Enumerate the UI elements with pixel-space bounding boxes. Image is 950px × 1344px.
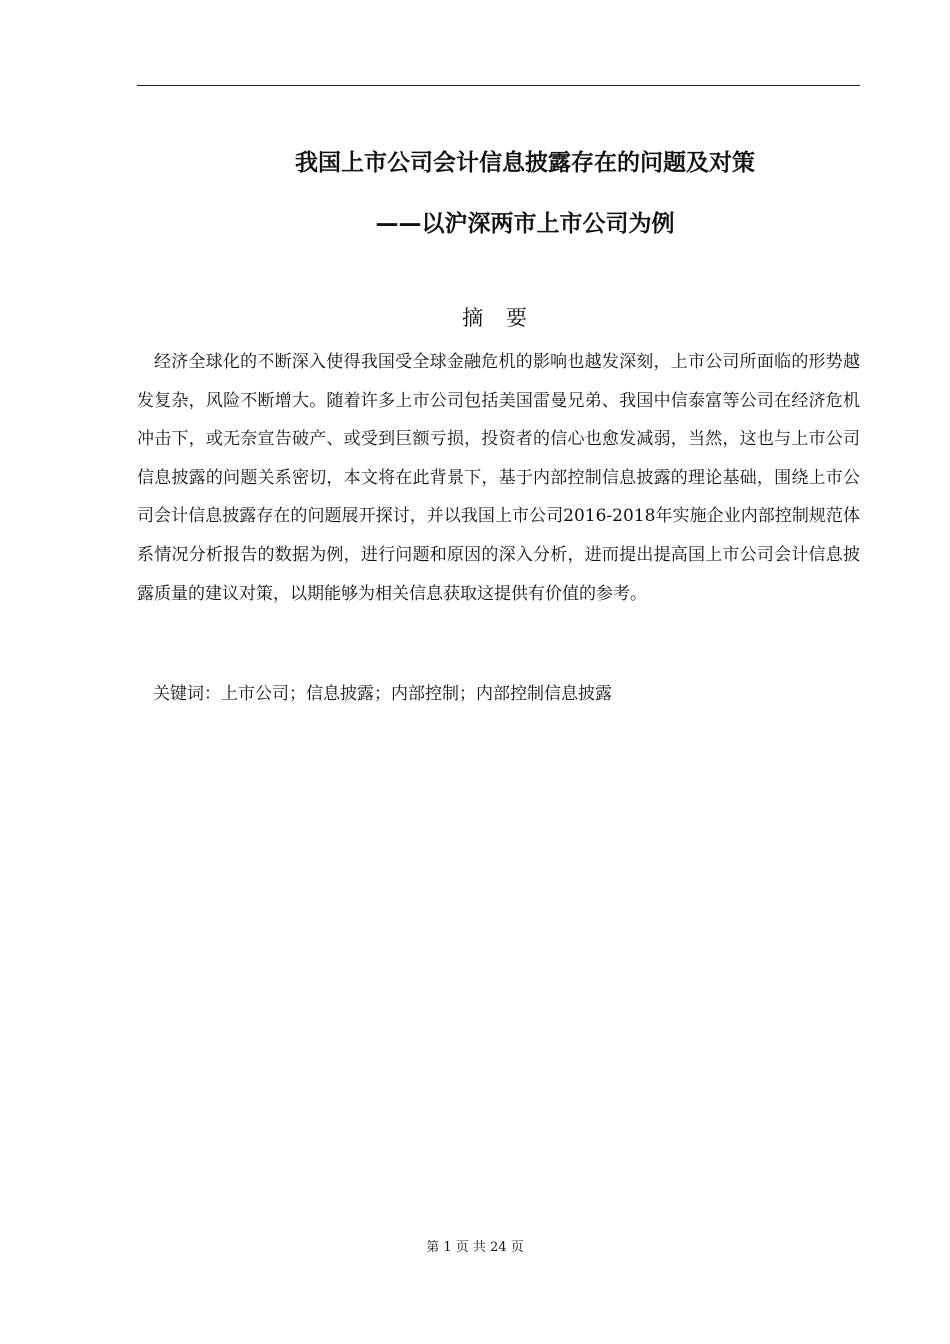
- page-number-footer: 第 1 页 共 24 页: [426, 1240, 524, 1255]
- abstract-heading: 摘 要: [462, 306, 535, 330]
- abstract-body: 经济全球化的不断深入使得我国受全球金融危机的影响也越发深刻，上市公司所面临的形势越发复杂，风险不断增大。随着许多上市公司包括美国雷曼兄弟、我国中信泰富等公司在经济危机冲击下，或无奈宣告破产、或受到巨额亏损，投资者的信心也愈发减弱，当然，这也与上市公司信息披露的问题关系密切，本文将在此背景下，基于内部控制信息披露的理论基础，围绕上市公司会计信息披露存在的问题展开探讨，并以我国上市公司2016-2018年实施企业内部控制规范体系情况分析报告的数据为例，进行问题和原因的深入分析，进而提出提高国上市公司会计信息披露质量的建议对策，以期能够为相关信息获取这提供有价值的参考。: [137, 352, 860, 604]
- keywords-line: 关键词：上市公司；信息披露；内部控制；内部控制信息披露: [153, 684, 612, 704]
- document-title: 我国上市公司会计信息披露存在的问题及对策: [295, 150, 755, 176]
- header-rule: [137, 85, 860, 86]
- document-subtitle: ——以沪深两市上市公司为例: [375, 211, 675, 237]
